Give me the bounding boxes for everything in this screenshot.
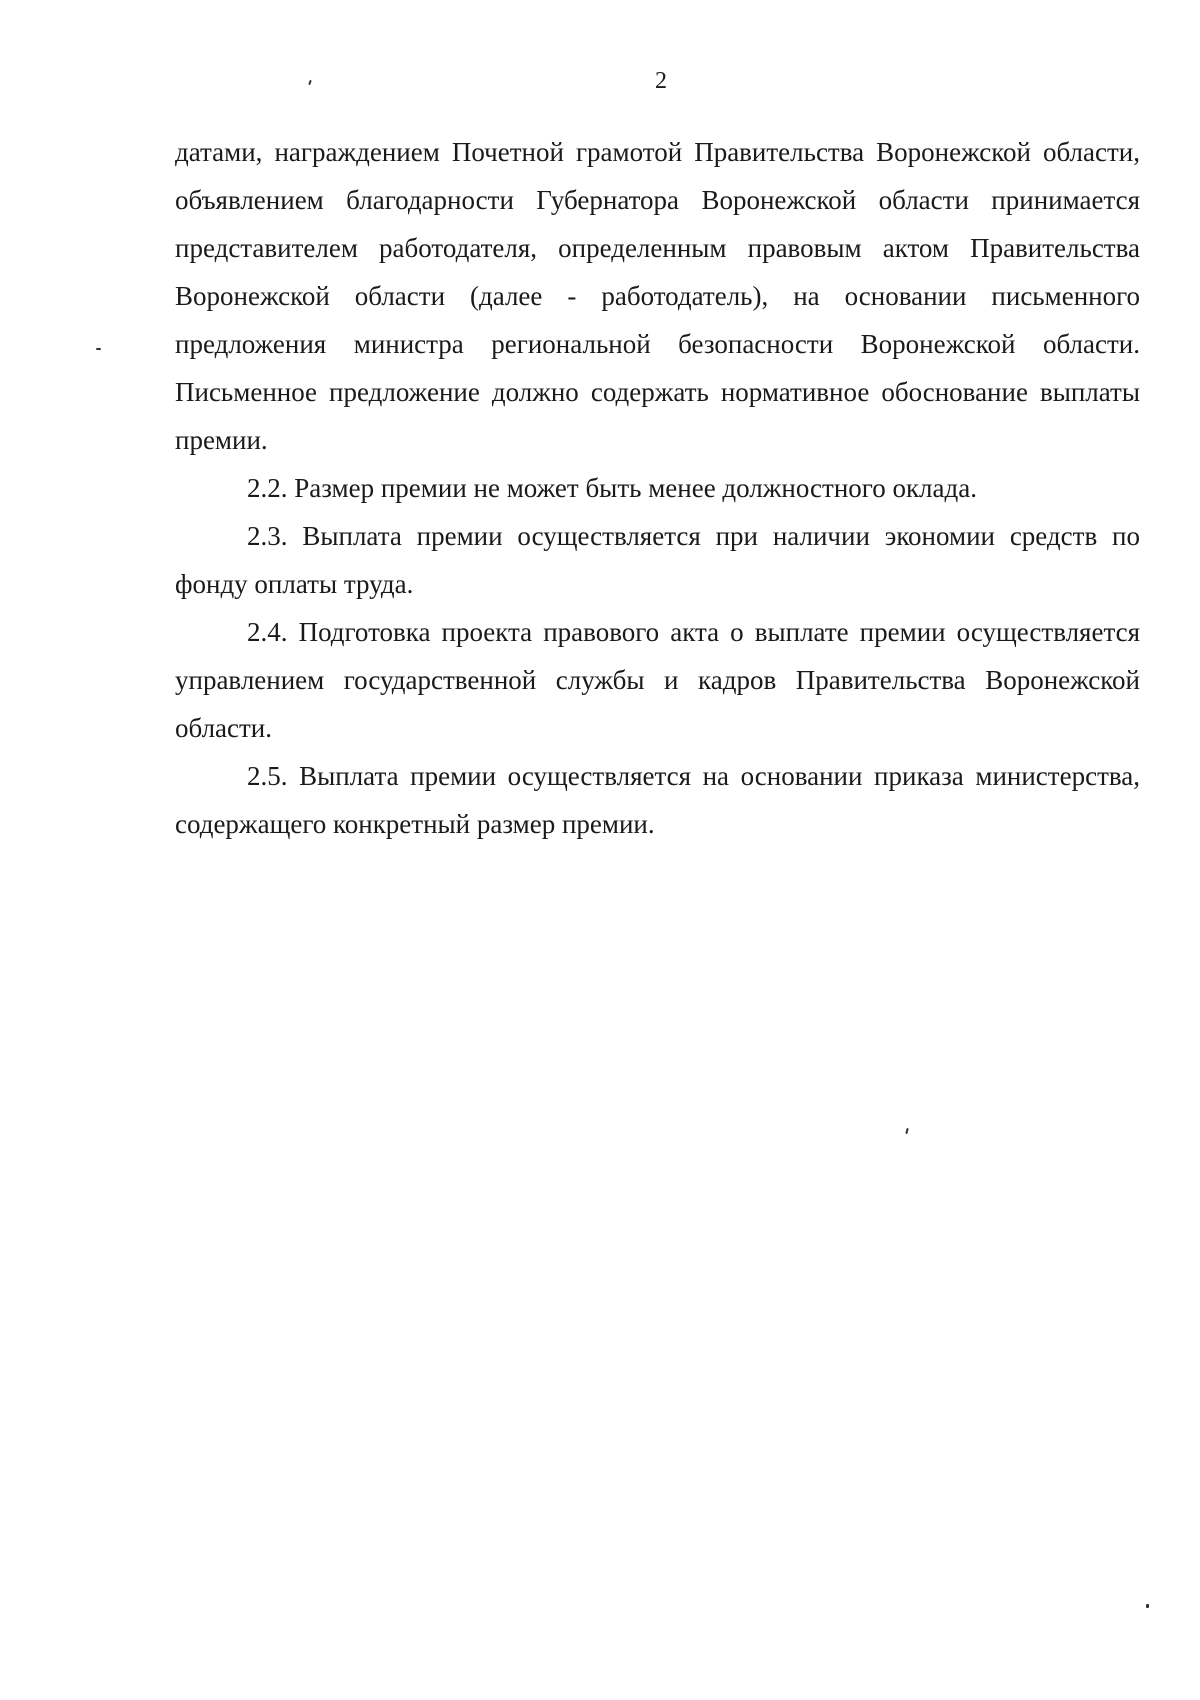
scan-speck xyxy=(96,348,101,350)
scan-speck xyxy=(1146,1604,1149,1608)
paragraph-2-5: 2.5. Выплата премии осуществляется на основании приказа министерства, содержащего конкретный размер премии. xyxy=(175,761,1140,839)
paragraph-2-2: 2.2. Размер премии не может быть менее должностного оклада. xyxy=(247,473,977,503)
paragraph-2-4: 2.4. Подготовка проекта правового акта о выплате премии осуществляется управлением государственной службы и кадров Правительства Воронежской области. xyxy=(175,617,1140,743)
paragraph-2-3: 2.3. Выплата премии осуществляется при наличии экономии средств по фонду оплаты труда. xyxy=(175,521,1140,599)
page-number: 2 xyxy=(655,68,667,94)
scan-speck xyxy=(905,1128,908,1134)
paragraph-continuation: датами, награждением Почетной грамотой Правительства Воронежской области, объявлением благодарности Губернатора Воронежской области принимается представителем работодателя, определенным правовым актом Правительства Воронежской области (далее - работодатель), на основании письменного предложения министра региональной безопасности Воронежской области. Письменное предложение должно содержать нормативное обоснование выплаты премии. xyxy=(175,137,1140,455)
document-body xyxy=(175,128,1140,848)
